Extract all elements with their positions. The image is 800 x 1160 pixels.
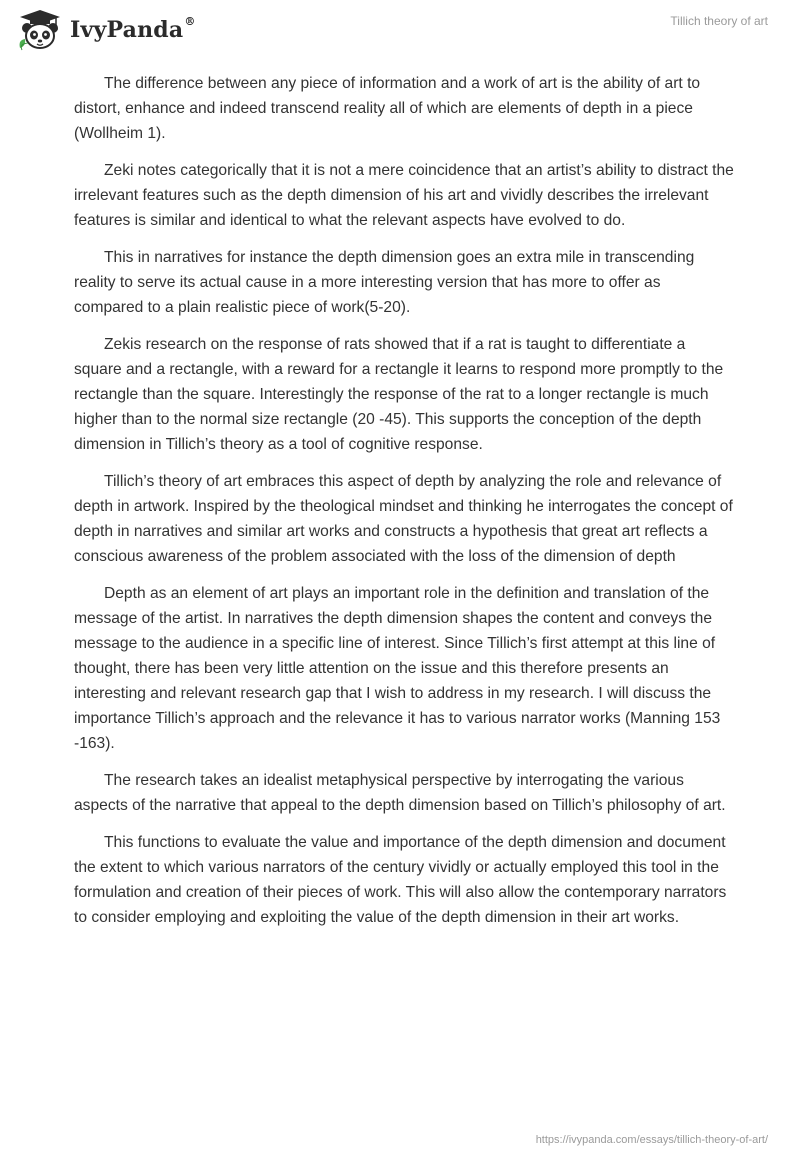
paragraph: Zekis research on the response of rats showed that if a rat is taught to differentiate a square and a rectangle, with a reward for a rectangle it learns to respond more promptly to the rectangle than the square. Interestingly the response of the rat to a longer rectangle is much higher than to the normal size rectangle (20 -45). This supports the conception of the depth dimension in Tillich’s theory as a tool of cognitive response. xyxy=(74,336,724,453)
paragraph: Zeki notes categorically that it is not a mere coincidence that an artist’s ability to distract the irrelevant features such as the depth dimension of his art and vividly describes the irrelevant features is similar and identical to what the relevant aspects have evolved to do. xyxy=(74,162,734,229)
paragraph: This in narratives for instance the depth dimension goes an extra mile in transcending reality to serve its actual cause in a more interesting version that has more to offer as compared to a plain realistic piece of work(5-20). xyxy=(74,249,695,316)
paragraph: Tillich’s theory of art embraces this aspect of depth by analyzing the role and relevance of depth in artwork. Inspired by the theological mindset and thinking he interrogates the concept of depth in narratives and similar art works and constructs a hypothesis that great art reflects a conscious awareness of the problem associated with the loss of the dimension of depth xyxy=(74,473,733,565)
source-url-link[interactable]: https://ivypanda.com/essays/tillich-theory-of-art/ xyxy=(535,1134,768,1146)
brand-registered-mark: ® xyxy=(184,15,196,28)
brand-name: IvyPanda® xyxy=(70,15,196,43)
paragraph: The research takes an idealist metaphysical perspective by interrogating the various aspects of the narrative that appeal to the depth dimension based on Tillich’s philosophy of art. xyxy=(74,772,726,814)
brand-logo[interactable] xyxy=(16,8,196,52)
paragraph: The difference between any piece of information and a work of art is the ability of art to distort, enhance and indeed transcend reality all of which are elements of depth in a piece (Wollheim 1). xyxy=(74,75,701,142)
panda-graduate-icon xyxy=(16,8,64,52)
paragraph: Depth as an element of art plays an important role in the definition and translation of the message of the artist. In narratives the depth dimension shapes the content and conveys the message to the audience in a specific line of interest. Since Tillich’s first attempt at this line of thought, there has been very little attention on the issue and this therefore presents an interesting and relevant research gap that I wish to address in my research. I will discuss the importance Tillich’s approach and the relevance it has to various narrator works (Manning 153 -163). xyxy=(74,585,721,752)
document-title: Tillich theory of art xyxy=(670,14,768,28)
essay-body xyxy=(74,71,734,942)
paragraph: This functions to evaluate the value and importance of the depth dimension and document the extent to which various narrators of the century vividly or actually employed this tool in the formulation and creation of their pieces of work. This will also allow the contemporary narrators to consider employing and exploiting the value of the depth dimension in their art works. xyxy=(74,834,727,926)
page-header xyxy=(0,0,800,60)
